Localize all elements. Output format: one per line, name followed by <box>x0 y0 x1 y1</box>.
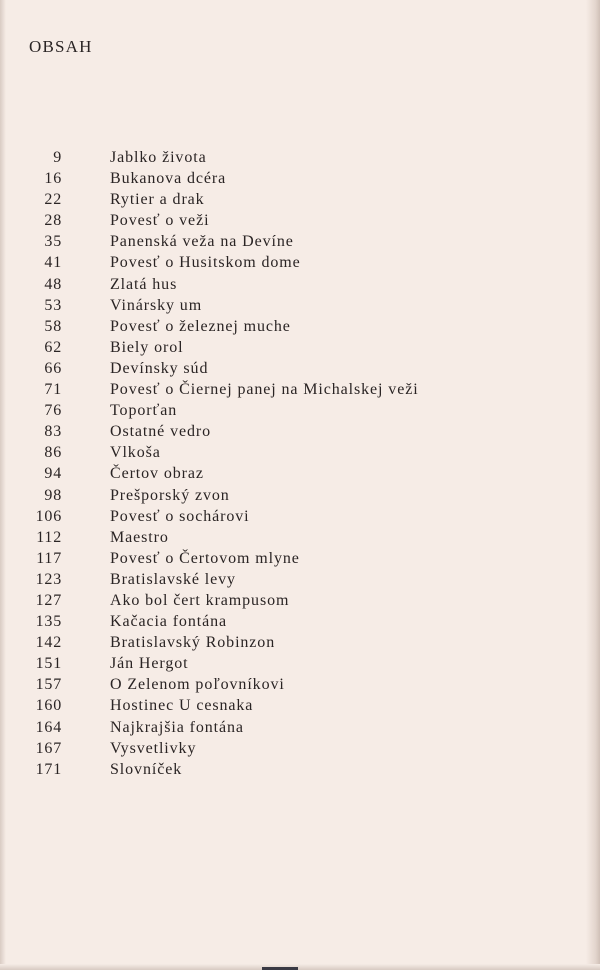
toc-entry <box>0 379 600 400</box>
page-title: OBSAH <box>29 37 93 56</box>
toc-page-number: 98 <box>44 486 62 504</box>
toc-entry-title: Bukanova dcéra <box>110 170 227 188</box>
toc-page-number: 123 <box>35 570 62 588</box>
toc-entry <box>0 189 600 210</box>
toc-page-number: 94 <box>44 465 62 483</box>
toc-entry <box>0 252 600 273</box>
toc-entry <box>0 400 600 421</box>
toc-entry <box>0 210 600 231</box>
toc-entry-title: Ján Hergot <box>110 655 189 673</box>
toc-entry <box>0 442 600 463</box>
toc-entry-title: Prešporský zvon <box>110 486 230 504</box>
toc-page-number: 117 <box>36 549 62 567</box>
toc-page-number: 151 <box>35 655 62 673</box>
toc-entry <box>0 738 600 759</box>
toc-page-number: 83 <box>44 423 62 441</box>
toc-entry-title: Povesť o železnej muche <box>110 317 291 335</box>
toc-page-number: 106 <box>35 507 62 525</box>
toc-entry-title: Ako bol čert krampusom <box>110 591 290 609</box>
toc-entry-title: Hostinec U cesnaka <box>110 697 254 715</box>
toc-entry <box>0 421 600 442</box>
toc-entry-title: Povesť o sochárovi <box>110 507 250 525</box>
toc-page-number: 48 <box>44 275 62 293</box>
toc-entry <box>0 168 600 189</box>
toc-page-number: 164 <box>35 718 62 736</box>
page-edge-bottom <box>0 964 600 970</box>
toc-entry-title: Rytier a drak <box>110 191 205 209</box>
toc-page-number: 76 <box>44 402 62 420</box>
toc-entry <box>0 274 600 295</box>
toc-page-number: 28 <box>44 212 62 230</box>
toc-entry-title: Vlkoša <box>110 444 161 462</box>
toc-entry <box>0 147 600 168</box>
toc-entry <box>0 316 600 337</box>
toc-page-number: 127 <box>35 591 62 609</box>
toc-page-number: 112 <box>36 528 62 546</box>
toc-page-number: 53 <box>44 296 62 314</box>
toc-entry-title: Bratislavské levy <box>110 570 236 588</box>
toc-entry <box>0 632 600 653</box>
toc-entry-title: Povesť o Husitskom dome <box>110 254 301 272</box>
toc-entry-title: Toporťan <box>110 402 178 420</box>
toc-page-number: 135 <box>35 613 62 631</box>
toc-entry <box>0 674 600 695</box>
toc-entry <box>0 295 600 316</box>
toc-entry <box>0 569 600 590</box>
toc-page-number: 22 <box>44 191 62 209</box>
toc-entry <box>0 717 600 738</box>
toc-page-number: 58 <box>44 317 62 335</box>
toc-page-number: 16 <box>44 170 62 188</box>
toc-entry <box>0 590 600 611</box>
toc-entry-title: Povesť o Čertovom mlyne <box>110 549 300 567</box>
toc-entry-title: Jablko života <box>110 149 207 166</box>
toc-entry <box>0 759 600 780</box>
toc-page-number: 167 <box>35 739 62 757</box>
toc-entry-title: Povesť o Čiernej panej na Michalskej veži <box>110 381 419 399</box>
toc-entry-title: Povesť o veži <box>110 212 210 230</box>
toc-entry-title: Vysvetlivky <box>110 739 197 757</box>
toc-entry <box>0 337 600 358</box>
toc-page-number: 171 <box>35 760 62 778</box>
toc-entry-title: Biely orol <box>110 338 184 356</box>
toc-entry-title: Kačacia fontána <box>110 613 227 631</box>
toc-page-number: 71 <box>44 381 62 399</box>
toc-entry <box>0 231 600 252</box>
table-of-contents <box>0 147 600 780</box>
toc-page-number: 157 <box>35 676 62 694</box>
toc-entry-title: Zlatá hus <box>110 275 178 293</box>
toc-entry-title: Vinársky um <box>110 296 203 314</box>
toc-entry-title: Čertov obraz <box>110 465 204 483</box>
toc-page-number: 41 <box>44 254 62 272</box>
toc-entry-title: O Zelenom poľovníkovi <box>110 676 285 694</box>
toc-entry <box>0 695 600 716</box>
toc-page-number: 62 <box>44 338 62 356</box>
toc-entry-title: Maestro <box>110 528 169 546</box>
toc-entry-title: Slovníček <box>110 760 183 778</box>
toc-page-number: 160 <box>35 697 62 715</box>
toc-page-number: 9 <box>53 149 62 166</box>
toc-entry-title: Devínsky súd <box>110 359 209 377</box>
toc-entry <box>0 653 600 674</box>
toc-entry-title: Najkrajšia fontána <box>110 718 244 736</box>
toc-page-number: 142 <box>35 634 62 652</box>
toc-entry <box>0 527 600 548</box>
toc-entry-title: Bratislavský Robinzon <box>110 634 276 652</box>
toc-entry <box>0 611 600 632</box>
toc-page-number: 35 <box>44 233 62 251</box>
toc-entry <box>0 506 600 527</box>
toc-entry-title: Ostatné vedro <box>110 423 212 441</box>
toc-entry <box>0 358 600 379</box>
toc-page-number: 66 <box>44 359 62 377</box>
toc-entry <box>0 485 600 506</box>
toc-page-number: 86 <box>44 444 62 462</box>
toc-entry <box>0 463 600 484</box>
toc-entry <box>0 548 600 569</box>
toc-entry-title: Panenská veža na Devíne <box>110 233 294 251</box>
